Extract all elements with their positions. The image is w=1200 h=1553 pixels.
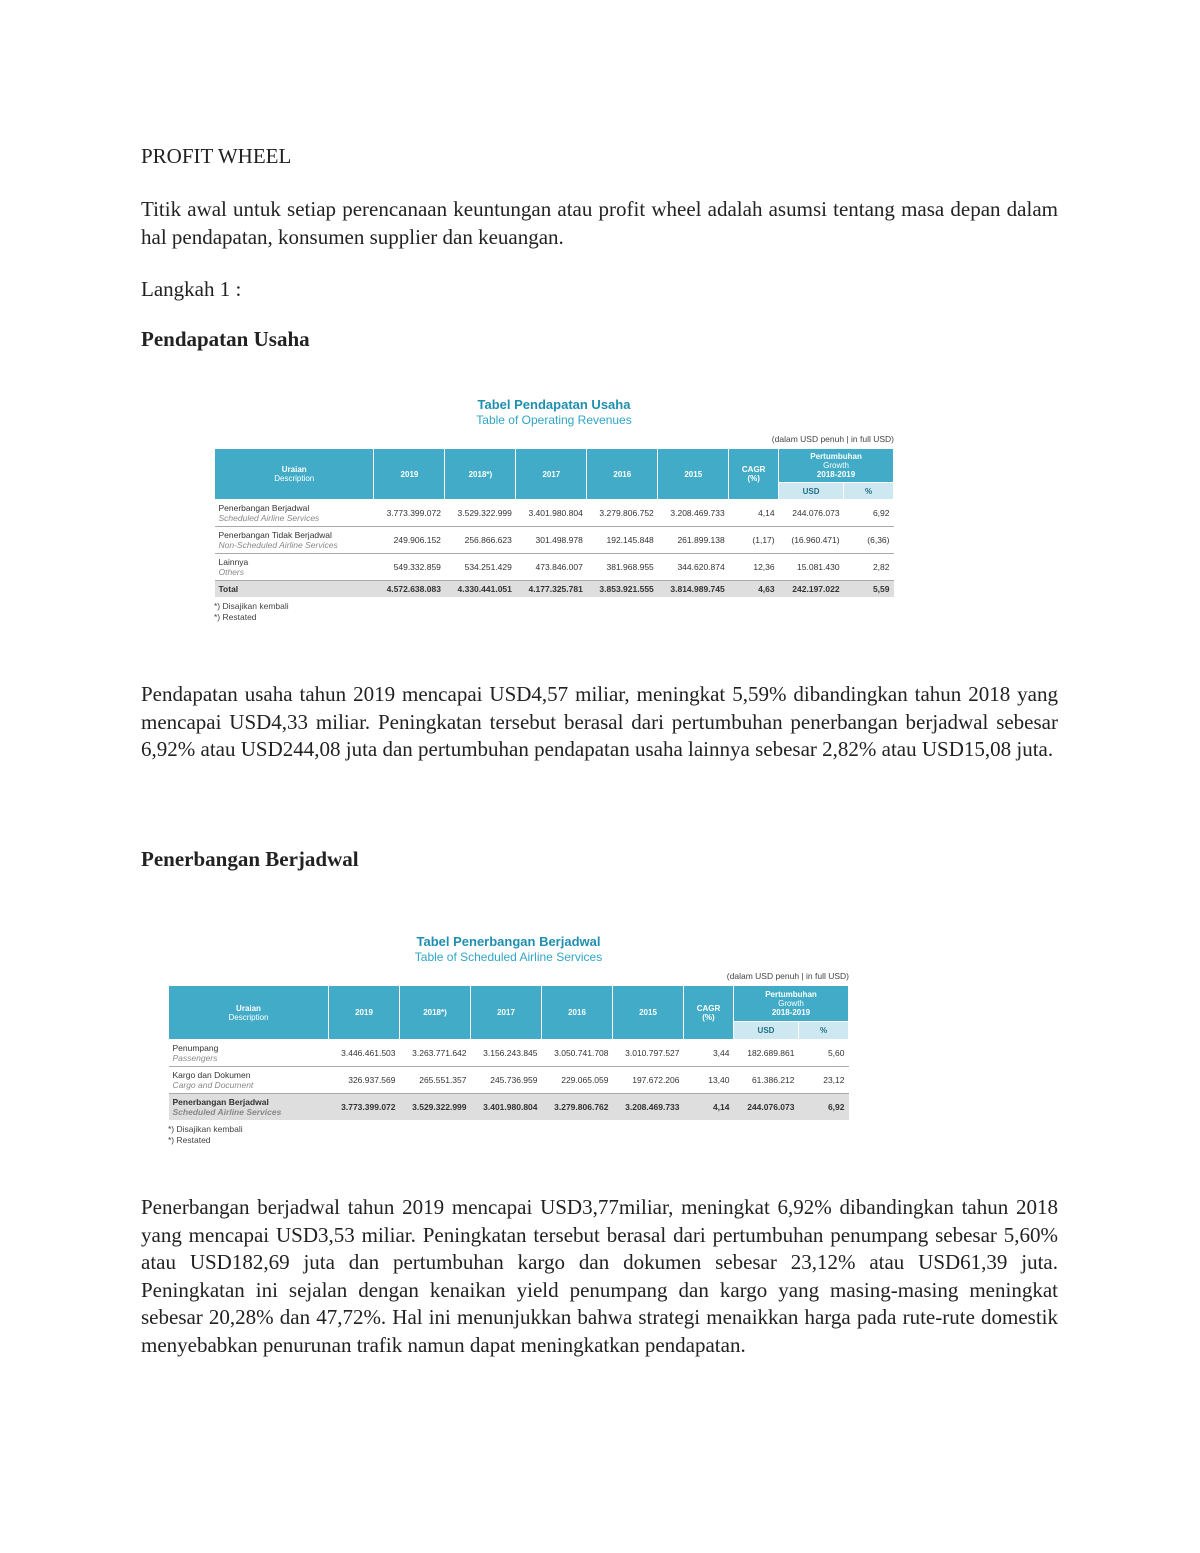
- header-year: 2019: [329, 986, 400, 1040]
- operating-revenues-table-figure: [214, 397, 894, 623]
- header-year: 2019: [374, 449, 445, 500]
- header-growth-pct: %: [844, 483, 894, 500]
- scheduled-paragraph: Penerbangan berjadwal tahun 2019 mencapai USD3,77miliar, meningkat 6,92% dibandingkan tahun 2018 yang mencapai USD3,53 miliar. Peningkatan tersebut berasal dari pertumbuhan penumpang sebesar 5,60% atau USD182,69 juta dan pertumbuhan kargo dan dokumen sebesar 23,12% atau USD61,39 juta. Peningkatan ini sejalan dengan kenaikan yield penumpang dan kargo yang masing-masing meningkat sebesar 20,28% dan 47,72%. Hal ini menunjukkan bahwa strategi menaikkan harga pada rute-rute domestik menyebabkan penurunan trafik namun dapat meningkatkan pendapatan.: [141, 1195, 1058, 1357]
- revenue-paragraph: Pendapatan usaha tahun 2019 mencapai USD4,57 miliar, meningkat 5,59% dibandingkan tahun 2018 yang mencapai USD4,33 miliar. Peningkatan tersebut berasal dari pertumbuhan penerbangan berjadwal sebesar 6,92% atau USD244,08 juta dan pertumbuhan pendapatan usaha lainnya sebesar 2,82% atau USD15,08 juta.: [141, 682, 1058, 761]
- table-unit-note: (dalam USD penuh | in full USD): [771, 434, 894, 444]
- header-description: Uraian Description: [215, 449, 374, 500]
- table-row: Kargo dan Dokumen Cargo and Document 326.937.569 265.551.357 245.736.959 229.065.059 197.672.206 13,40 61.386.212 23,12: [169, 1067, 849, 1094]
- header-description: Uraian Description: [169, 986, 329, 1040]
- header-growth: Pertumbuhan Growth 2018-2019: [779, 449, 894, 483]
- table-row: Penerbangan Berjadwal Scheduled Airline Services 3.773.399.072 3.529.322.999 3.401.980.804 3.279.806.752 3.208.469.733 4,14 244.076.073 6,92: [215, 500, 894, 527]
- header-growth-usd: USD: [734, 1022, 799, 1040]
- table-subtitle: Table of Scheduled Airline Services: [414, 950, 603, 964]
- table-title: Tabel Penerbangan Berjadwal: [416, 934, 601, 949]
- header-year: 2015: [658, 449, 729, 500]
- table-row: Penerbangan Tidak Berjadwal Non-Scheduled Airline Services 249.906.152 256.866.623 301.498.978 192.145.848 261.899.138 (1,17) (16.960.471) (6,36): [215, 527, 894, 554]
- table-row: Lainnya Others 549.332.859 534.251.429 473.846.007 381.968.955 344.620.874 12,36 15.081.430 2,82: [215, 554, 894, 581]
- table-unit-note: (dalam USD penuh | in full USD): [726, 971, 849, 981]
- header-year: 2016: [587, 449, 658, 500]
- table-row: Penumpang Passengers 3.446.461.503 3.263.771.642 3.156.243.845 3.050.741.708 3.010.797.527 3,44 182.689.861 5,60: [169, 1040, 849, 1067]
- scheduled-services-table: [168, 985, 849, 1120]
- table-total-row: Penerbangan Berjadwal Scheduled Airline Services 3.773.399.072 3.529.322.999 3.401.980.804 3.279.806.762 3.208.469.733 4,14 244.076.073 6,92: [169, 1094, 849, 1121]
- table-total-row: Total 4.572.638.083 4.330.441.051 4.177.325.781 3.853.921.555 3.814.989.745 4,63 242.197.022 5,59: [215, 581, 894, 598]
- table-notes: *) Disajikan kembali *) Restated: [214, 601, 289, 622]
- header-growth-pct: %: [799, 1022, 849, 1040]
- header-growth-usd: USD: [779, 483, 844, 500]
- header-year: 2016: [542, 986, 613, 1040]
- header-cagr: CAGR (%): [729, 449, 779, 500]
- header-growth: Pertumbuhan Growth 2018-2019: [734, 986, 849, 1022]
- header-year: 2017: [516, 449, 587, 500]
- operating-revenues-table: [214, 448, 894, 597]
- page-heading: PROFIT WHEEL: [141, 144, 292, 168]
- header-year: 2018*): [445, 449, 516, 500]
- header-year: 2017: [471, 986, 542, 1040]
- header-year: 2018*): [400, 986, 471, 1040]
- scheduled-services-table-figure: [168, 934, 849, 1146]
- table-title: Tabel Pendapatan Usaha: [477, 397, 631, 412]
- section-title-pendapatan-usaha: Pendapatan Usaha: [141, 327, 310, 351]
- table-notes: *) Disajikan kembali *) Restated: [168, 1124, 243, 1145]
- table-subtitle: Table of Operating Revenues: [476, 413, 632, 427]
- header-cagr: CAGR (%): [684, 986, 734, 1040]
- header-year: 2015: [613, 986, 684, 1040]
- step-label: Langkah 1 :: [141, 277, 242, 301]
- intro-paragraph: Titik awal untuk setiap perencanaan keuntungan atau profit wheel adalah asumsi tentang masa depan dalam hal pendapatan, konsumen supplier dan keuangan.: [141, 197, 1058, 249]
- section-title-penerbangan-berjadwal: Penerbangan Berjadwal: [141, 847, 359, 871]
